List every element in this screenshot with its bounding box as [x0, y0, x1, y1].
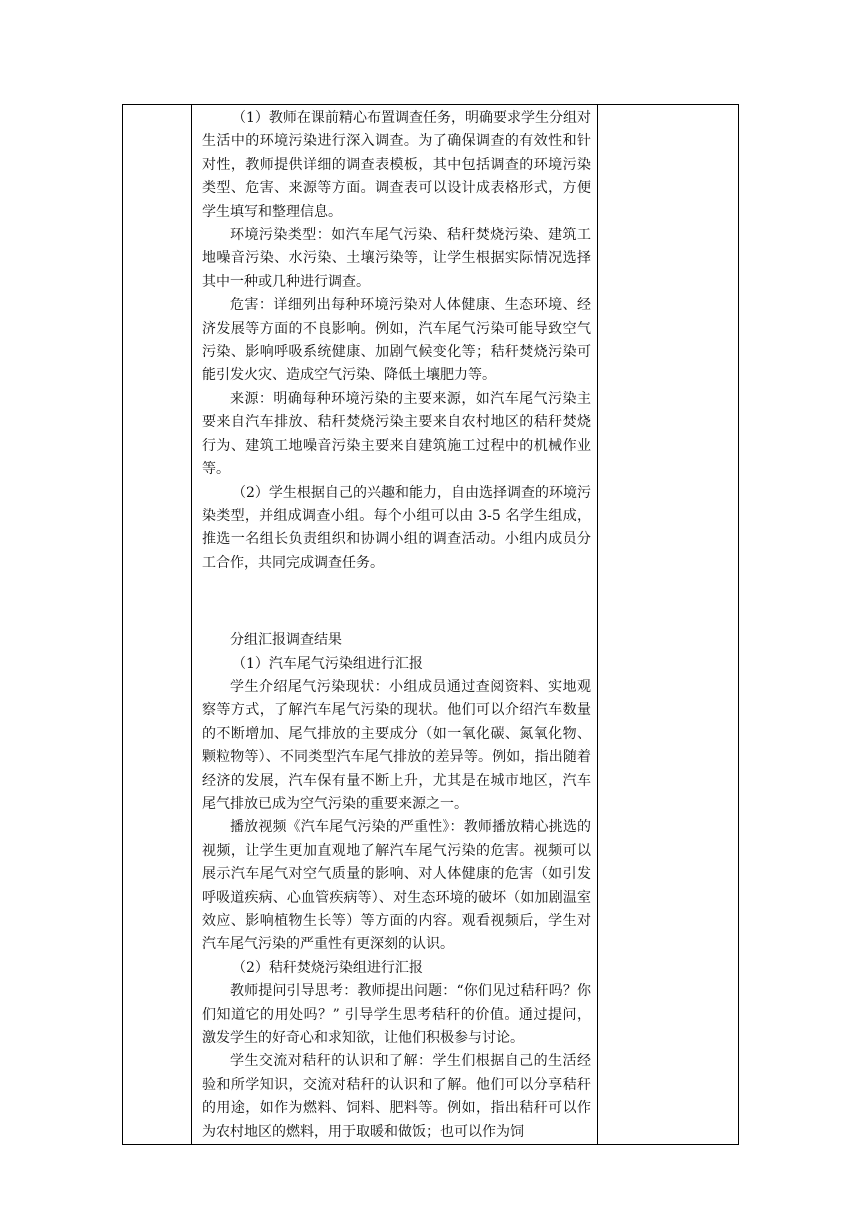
- section-heading: 分组汇报调查结果: [230, 632, 342, 649]
- content-text: [192, 105, 597, 1144]
- left-column-cell: [123, 105, 192, 1145]
- paragraph: 播放视频《汽车尾气污染的严重性》：教师播放精心挑选的视频，让学生更加直观地了解汽车尾气污染的危害。视频可以展示汽车尾气对空气质量的影响、对人体健康的危害（如引发呼吸道疾病、心血管疾病等）、对生态环境的破坏（如加剧温室效应、影响植物生长等）等方面的内容。观看视频后，学生对汽车尾气污染的严重性有更深刻的认识。: [202, 819, 591, 953]
- right-column-cell: [598, 105, 739, 1145]
- content-cell: [192, 105, 598, 1145]
- paragraph: 来源：明确每种环境污染的主要来源，如汽车尾气污染主要来自汽车排放、秸秆焚烧污染主要来自农村地区的秸秆焚烧行为、建筑工地噪音污染主要来自建筑施工过程中的机械作业等。: [202, 390, 591, 478]
- paragraph: 教师提问引导思考：教师提出问题：“你们见过秸秆吗？你们知道它的用处吗？” 引导学生思考秸秆的价值。通过提问，激发学生的好奇心和求知欲，让他们积极参与讨论。: [202, 983, 591, 1047]
- paragraph: 环境污染类型：如汽车尾气污染、秸秆焚烧污染、建筑工地噪音污染、水污染、土壤污染等，让学生根据实际情况选择其中一种或几种进行调查。: [202, 227, 591, 290]
- paragraph: （2）学生根据自己的兴趣和能力，自由选择调查的环境污染类型，并组成调查小组。每个小组可以由 3-5 名学生组成，推选一名组长负责组织和协调小组的调查活动。小组内成员分工合作，共同完成调查任务。: [202, 484, 591, 571]
- paragraph: （2）秸秆焚烧污染组进行汇报: [232, 959, 423, 976]
- paragraph: （1）教师在课前精心布置调查任务，明确要求学生分组对生活中的环境污染进行深入调查。为了确保调查的有效性和针对性，教师提供详细的调查表模板，其中包括调查的环境污染类型、危害、来源等方面。调查表可以设计成表格形式，方便学生填写和整理信息。: [202, 110, 591, 220]
- paragraph: 危害：详细列出每种环境污染对人体健康、生态环境、经济发展等方面的不良影响。例如，汽车尾气污染可能导致空气污染、影响呼吸系统健康、加剧气候变化等；秸秆焚烧污染可能引发火灾、造成空气污染、降低土壤肥力等。: [202, 297, 591, 384]
- blank-gap: [202, 575, 591, 629]
- paragraph: （1）汽车尾气污染组进行汇报: [232, 655, 423, 672]
- table-row: [123, 105, 739, 1145]
- paragraph: 学生介绍尾气污染现状：小组成员通过查阅资料、实地观察等方式，了解汽车尾气污染的现状。他们可以介绍汽车数量的不断增加、尾气排放的主要成分（如一氧化碳、氮氧化物、颗粒物等）、不同类型汽车尾气排放的差异等。例如，指出随着经济的发展，汽车保有量不断上升，尤其是在城市地区，汽车尾气排放已成为空气污染的重要来源之一。: [202, 678, 591, 812]
- lesson-plan-table: [122, 104, 739, 1145]
- paragraph: 学生交流对秸秆的认识和了解：学生们根据自己的生活经验和所学知识，交流对秸秆的认识和了解。他们可以分享秸秆的用途，如作为燃料、饲料、肥料等。例如，指出秸秆可以作为农村地区的燃料，用于取暖和做饭；也可以作为饲: [202, 1053, 591, 1140]
